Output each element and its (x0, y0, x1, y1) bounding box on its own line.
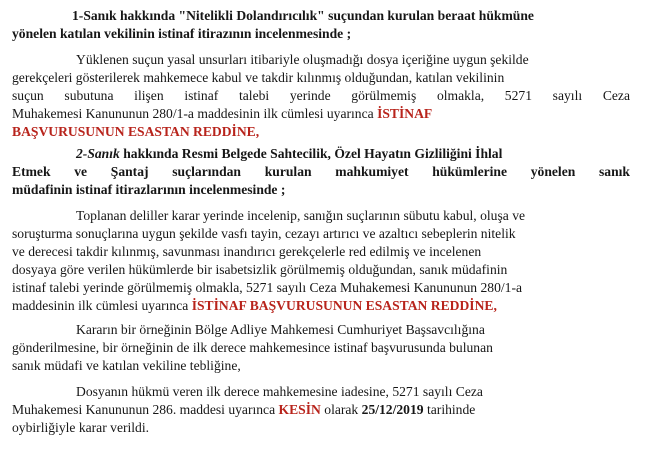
section2-heading-text-2: Etmek ve Şantaj suçlarından kurulan mahkumiyet hükümlerine yönelen sanık (12, 164, 630, 179)
body-text: maddesinin ilk cümlesi uyarınca (12, 298, 189, 313)
body-text: Toplanan deliller karar yerinde incelenip, sanığın suçlarının sübutu kabul, oluşa ve (76, 208, 526, 223)
body-text: tarihinde (426, 402, 476, 417)
section2-body-line2 (12, 225, 630, 243)
notification-line1 (12, 321, 630, 339)
body-text: soruşturma sonuçlarına uygun şekilde vasfı tayin, cezayı artırıcı ve azaltıcı sebeplerin nitelik (12, 226, 516, 241)
body-text: gerekçeleri gösterilerek mahkemece kabul ve takdir kılınmış olduğundan, katılan vekilinin (12, 70, 505, 85)
section1-heading-line2 (12, 25, 630, 43)
section2-heading-line3 (12, 181, 630, 199)
section2-heading-text-3: müdafinin istinaf itirazlarının incelenmesinde ; (12, 182, 286, 197)
section2-number: 2-Sanık (76, 146, 120, 161)
finality-line2 (12, 401, 630, 419)
kesin-text: KESİN (278, 402, 321, 417)
body-text: ve derecesi takdir kılınmış, savunması inandırıcı gerekçelerle red edilmiş ve incelenen (12, 244, 482, 259)
section1-body-line1 (12, 51, 630, 69)
body-text: Kararın bir örneğinin Bölge Adliye Mahkemesi Cumhuriyet Başsavcılığına (76, 322, 485, 337)
section2-body-line1 (12, 207, 630, 225)
section1-heading-text: 1-Sanık hakkında "Nitelikli Dolandırıcılık" suçundan kurulan beraat hükmüne (72, 8, 534, 23)
decision-date: 25/12/2019 (361, 402, 424, 417)
notification-line3 (12, 357, 630, 375)
finality-line3 (12, 419, 630, 437)
body-text: istinaf talebi yerinde görülmemiş olmakla, 5271 sayılı Ceza Muhakemesi Kanununun 280/1-a (12, 280, 523, 295)
section1-body-line4 (12, 105, 630, 123)
section1-body-line2 (12, 69, 630, 87)
section2-body-line4 (12, 261, 630, 279)
section2-heading-line2 (12, 163, 630, 181)
section1-body-line5 (12, 123, 630, 141)
body-text: olarak (324, 402, 359, 417)
verdict-text: İSTİNAF (377, 106, 433, 121)
section2-body-line6 (12, 297, 630, 315)
section2-heading-line1 (12, 145, 630, 163)
body-text: gönderilmesine, bir örneğinin de ilk derece mahkemesince istinaf başvurusunda bulunan (12, 340, 493, 355)
section1-heading-line1 (12, 7, 630, 25)
verdict-text: BAŞVURUSUNUN ESASTAN REDDİNE, (12, 124, 260, 139)
section1-heading-text-2: yönelen katılan vekilinin istinaf itirazının incelenmesinde ; (12, 26, 352, 41)
section1-body-line3 (12, 87, 630, 105)
notification-line2 (12, 339, 630, 357)
body-text: dosyaya göre verilen hükümlerde bir isabetsizlik görülmemiş olduğundan, sanık müdafinin (12, 262, 508, 277)
section2-body-line3 (12, 243, 630, 261)
body-text: Muhakemesi Kanununun 286. maddesi uyarınca (12, 402, 276, 417)
body-text: Muhakemesi Kanununun 280/1-a maddesinin ilk cümlesi uyarınca (12, 106, 374, 121)
finality-line1 (12, 383, 630, 401)
section2-heading-text: hakkında Resmi Belgede Sahtecilik, Özel Hayatın Gizliliğini İhlal (123, 146, 503, 161)
body-text: Yüklenen suçun yasal unsurları itibariyle oluşmadığı dosya içeriğine uygun şekilde (76, 52, 529, 67)
section2-body-line5 (12, 279, 630, 297)
verdict-text: İSTİNAF BAŞVURUSUNUN ESASTAN REDDİNE, (191, 298, 497, 313)
body-text: sanık müdafi ve katılan vekiline tebliğine, (12, 358, 241, 373)
body-text: oybirliğiyle karar verildi. (12, 420, 150, 435)
body-text: Dosyanın hükmü veren ilk derece mahkemesine iadesine, 5271 sayılı Ceza (76, 384, 483, 399)
body-text: suçun subutuna ilişen istinaf talebi yerinde görülmemiş olmakla, 5271 sayılı Ceza (12, 88, 630, 103)
